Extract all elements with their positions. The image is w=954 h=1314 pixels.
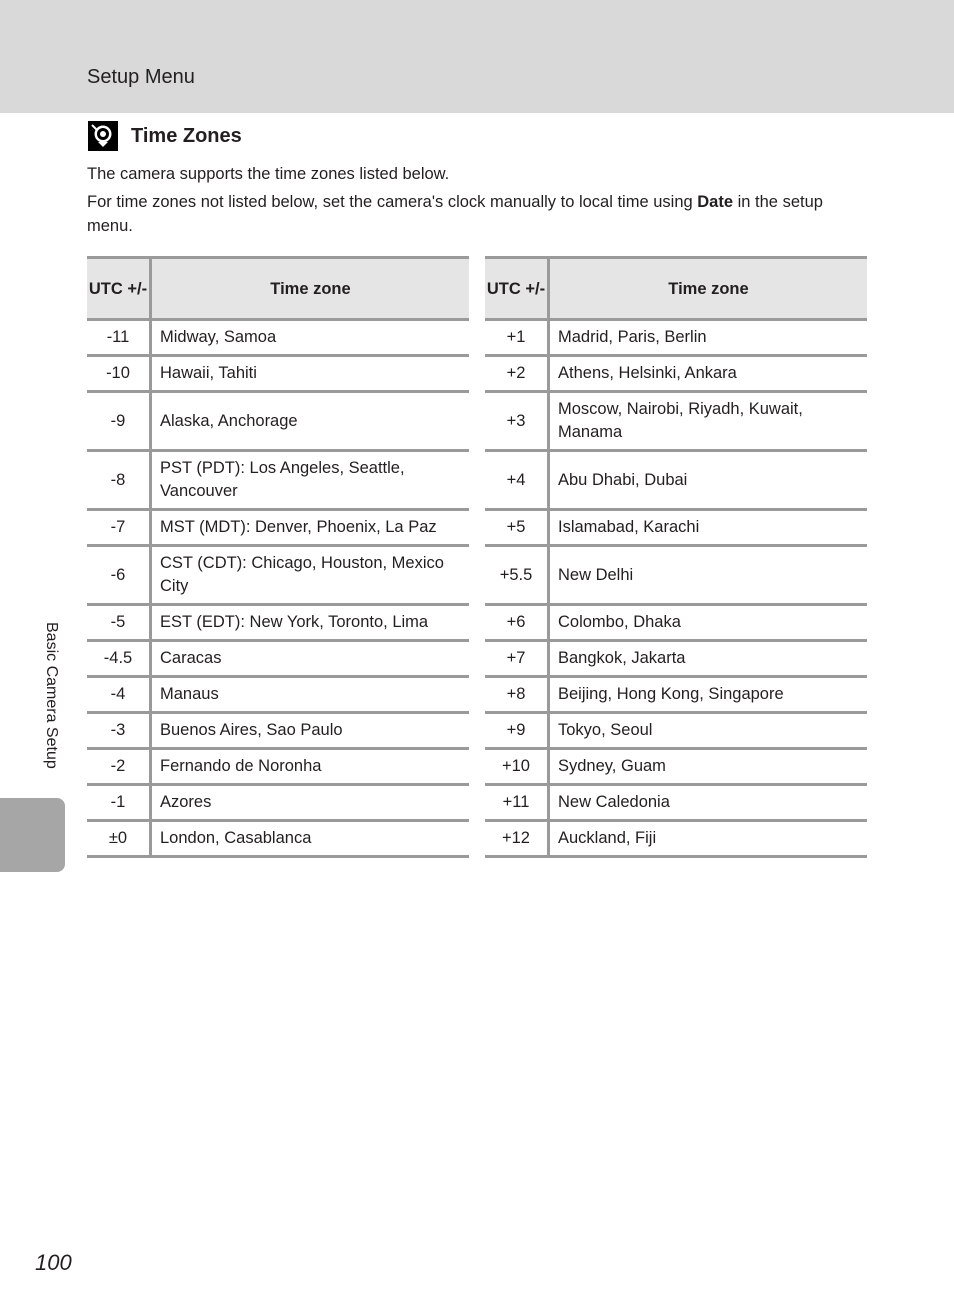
- time-zone-cities: Sydney, Guam: [549, 749, 868, 785]
- utc-offset: -6: [87, 546, 151, 605]
- time-zone-table-right: [485, 256, 867, 858]
- table-row: [485, 677, 867, 713]
- time-zone-cities: Madrid, Paris, Berlin: [549, 320, 868, 356]
- time-zone-cities: New Caledonia: [549, 785, 868, 821]
- time-zone-header: Time zone: [549, 258, 868, 320]
- table-row: [87, 785, 469, 821]
- table-row: [485, 392, 867, 451]
- table-row: [87, 356, 469, 392]
- time-zone-cities: CST (CDT): Chicago, Houston, Mexico City: [151, 546, 470, 605]
- utc-offset: +6: [485, 605, 549, 641]
- time-zone-cities: Abu Dhabi, Dubai: [549, 451, 868, 510]
- table-row: [485, 510, 867, 546]
- utc-offset: -1: [87, 785, 151, 821]
- time-zone-table-left: [87, 256, 469, 858]
- utc-header: UTC +/-: [485, 258, 549, 320]
- utc-offset: -9: [87, 392, 151, 451]
- table-row: [485, 785, 867, 821]
- time-zone-cities: Auckland, Fiji: [549, 821, 868, 857]
- section-title: Setup Menu: [87, 66, 195, 88]
- table-row: [87, 546, 469, 605]
- time-zone-cities: Colombo, Dhaka: [549, 605, 868, 641]
- utc-offset: +11: [485, 785, 549, 821]
- time-zone-cities: Tokyo, Seoul: [549, 713, 868, 749]
- time-zone-cities: London, Casablanca: [151, 821, 470, 857]
- time-zone-cities: Azores: [151, 785, 470, 821]
- utc-offset: -7: [87, 510, 151, 546]
- time-zone-cities: Athens, Helsinki, Ankara: [549, 356, 868, 392]
- table-row: [485, 749, 867, 785]
- time-zone-cities: Manaus: [151, 677, 470, 713]
- page-title-row: [88, 120, 242, 152]
- table-row: [485, 320, 867, 356]
- time-zone-cities: Bangkok, Jakarta: [549, 641, 868, 677]
- table-row: [485, 451, 867, 510]
- table-row: [87, 641, 469, 677]
- time-zone-cities: Buenos Aires, Sao Paulo: [151, 713, 470, 749]
- table-row: [87, 605, 469, 641]
- utc-offset: +2: [485, 356, 549, 392]
- time-zone-cities: Islamabad, Karachi: [549, 510, 868, 546]
- utc-offset: -11: [87, 320, 151, 356]
- table-row: [485, 641, 867, 677]
- utc-offset: +5.5: [485, 546, 549, 605]
- time-zone-cities: Hawaii, Tahiti: [151, 356, 470, 392]
- time-zone-cities: Midway, Samoa: [151, 320, 470, 356]
- table-row: [87, 510, 469, 546]
- intro-paragraph: The camera supports the time zones listed below.: [87, 165, 450, 183]
- utc-offset: +9: [485, 713, 549, 749]
- utc-offset: +8: [485, 677, 549, 713]
- time-zone-cities: New Delhi: [549, 546, 868, 605]
- chapter-tab: [0, 798, 65, 872]
- time-zone-cities: EST (EDT): New York, Toronto, Lima: [151, 605, 470, 641]
- table-row: [485, 356, 867, 392]
- table-row: [87, 392, 469, 451]
- table-row: [485, 605, 867, 641]
- table-row: [87, 451, 469, 510]
- time-zone-cities: PST (PDT): Los Angeles, Seattle, Vancouver: [151, 451, 470, 510]
- utc-offset: -10: [87, 356, 151, 392]
- date-menu-term: Date: [697, 193, 734, 211]
- utc-offset: +3: [485, 392, 549, 451]
- utc-offset: -3: [87, 713, 151, 749]
- time-zone-cities: Caracas: [151, 641, 470, 677]
- intro-text: in the setup menu.: [87, 193, 823, 235]
- utc-offset: -4.5: [87, 641, 151, 677]
- utc-offset: +7: [485, 641, 549, 677]
- utc-offset: ±0: [87, 821, 151, 857]
- table-row: [87, 320, 469, 356]
- time-zone-settings-icon: [88, 121, 118, 151]
- time-zone-header: Time zone: [151, 258, 470, 320]
- time-zone-cities: Beijing, Hong Kong, Singapore: [549, 677, 868, 713]
- utc-offset: +10: [485, 749, 549, 785]
- utc-offset: +12: [485, 821, 549, 857]
- utc-offset: +5: [485, 510, 549, 546]
- utc-header: UTC +/-: [87, 258, 151, 320]
- chapter-side-label: Basic Camera Setup: [43, 622, 60, 769]
- table-row: [87, 821, 469, 857]
- table-row: [485, 821, 867, 857]
- page-number: 100: [35, 1250, 72, 1275]
- intro-text: For time zones not listed below, set the camera's clock manually to local time using: [87, 193, 698, 211]
- time-zone-cities: Fernando de Noronha: [151, 749, 470, 785]
- time-zone-cities: MST (MDT): Denver, Phoenix, La Paz: [151, 510, 470, 546]
- intro-paragraph-note: [87, 190, 857, 238]
- utc-offset: -5: [87, 605, 151, 641]
- time-zone-cities: Alaska, Anchorage: [151, 392, 470, 451]
- table-row: [485, 713, 867, 749]
- utc-offset: -4: [87, 677, 151, 713]
- table-row: [87, 713, 469, 749]
- header-band: [0, 0, 954, 113]
- table-row: [87, 677, 469, 713]
- table-row: [485, 546, 867, 605]
- table-row: [87, 749, 469, 785]
- page-title: Time Zones: [131, 124, 242, 147]
- utc-offset: +1: [485, 320, 549, 356]
- utc-offset: -8: [87, 451, 151, 510]
- time-zone-cities: Moscow, Nairobi, Riyadh, Kuwait, Manama: [549, 392, 868, 451]
- utc-offset: +4: [485, 451, 549, 510]
- utc-offset: -2: [87, 749, 151, 785]
